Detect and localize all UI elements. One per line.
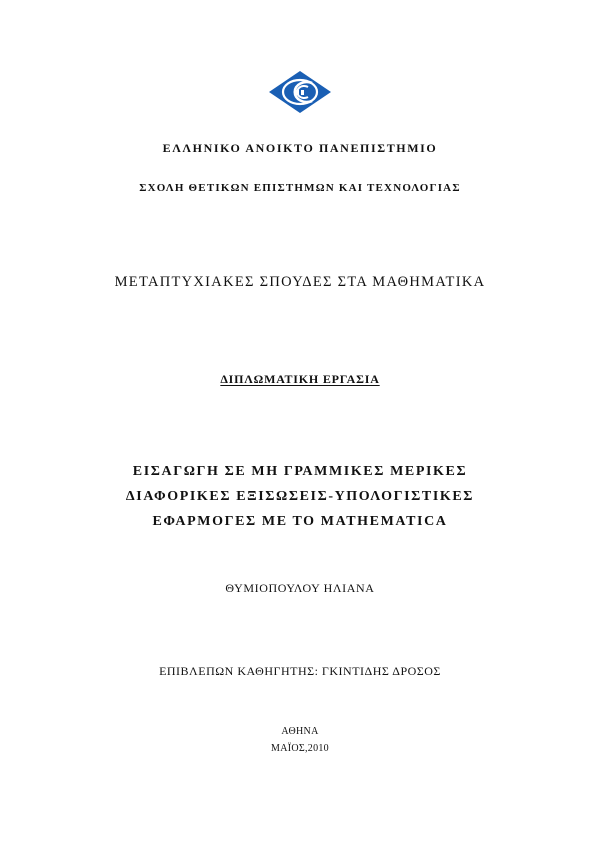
university-name: ΕΛΛΗΝΙΚΟ ΑΝΟΙΚΤΟ ΠΑΝΕΠΙΣΤΗΜΙΟ [162, 141, 438, 155]
university-logo-icon [268, 70, 332, 114]
date: ΜΑΪΟΣ,2010 [271, 743, 329, 754]
school-name: ΣΧΟΛΗ ΘΕΤΙΚΩΝ ΕΠΙΣΤΗΜΩΝ ΚΑΙ ΤΕΧΝΟΛΟΓΙΑΣ [139, 182, 461, 194]
document-type-label: ΔΙΠΛΩΜΑΤΙΚΗ ΕΡΓΑΣΙΑ [220, 372, 380, 386]
thesis-title-line-1: ΕΙΣΑΓΩΓΗ ΣΕ ΜΗ ΓΡΑΜΜΙΚΕΣ ΜΕΡΙΚΕΣ [132, 464, 468, 479]
thesis-title-line-3: ΕΦΑΡΜΟΓΕΣ ΜΕ ΤΟ MATHEMATICA [152, 514, 448, 529]
thesis-title-line-2: ΔΙΑΦΟΡΙΚΕΣ ΕΞΙΣΩΣΕΙΣ-ΥΠΟΛΟΓΙΣΤΙΚΕΣ [125, 489, 475, 504]
city: ΑΘΗΝΑ [281, 726, 319, 737]
author-name: ΘΥΜΙΟΠΟΥΛΟΥ ΗΛΙΑΝΑ [225, 581, 375, 595]
document-type [0, 372, 600, 387]
program-name: ΜΕΤΑΠΤΥΧΙΑΚΕΣ ΣΠΟΥΔΕΣ ΣΤΑ ΜΑΘΗΜΑΤΙΚΑ [114, 274, 486, 290]
supervisor-name: ΕΠΙΒΛΕΠΩΝ ΚΑΘΗΓΗΤΗΣ: ΓΚΙΝΤΙΔΗΣ ΔΡΟΣΟΣ [159, 664, 441, 678]
